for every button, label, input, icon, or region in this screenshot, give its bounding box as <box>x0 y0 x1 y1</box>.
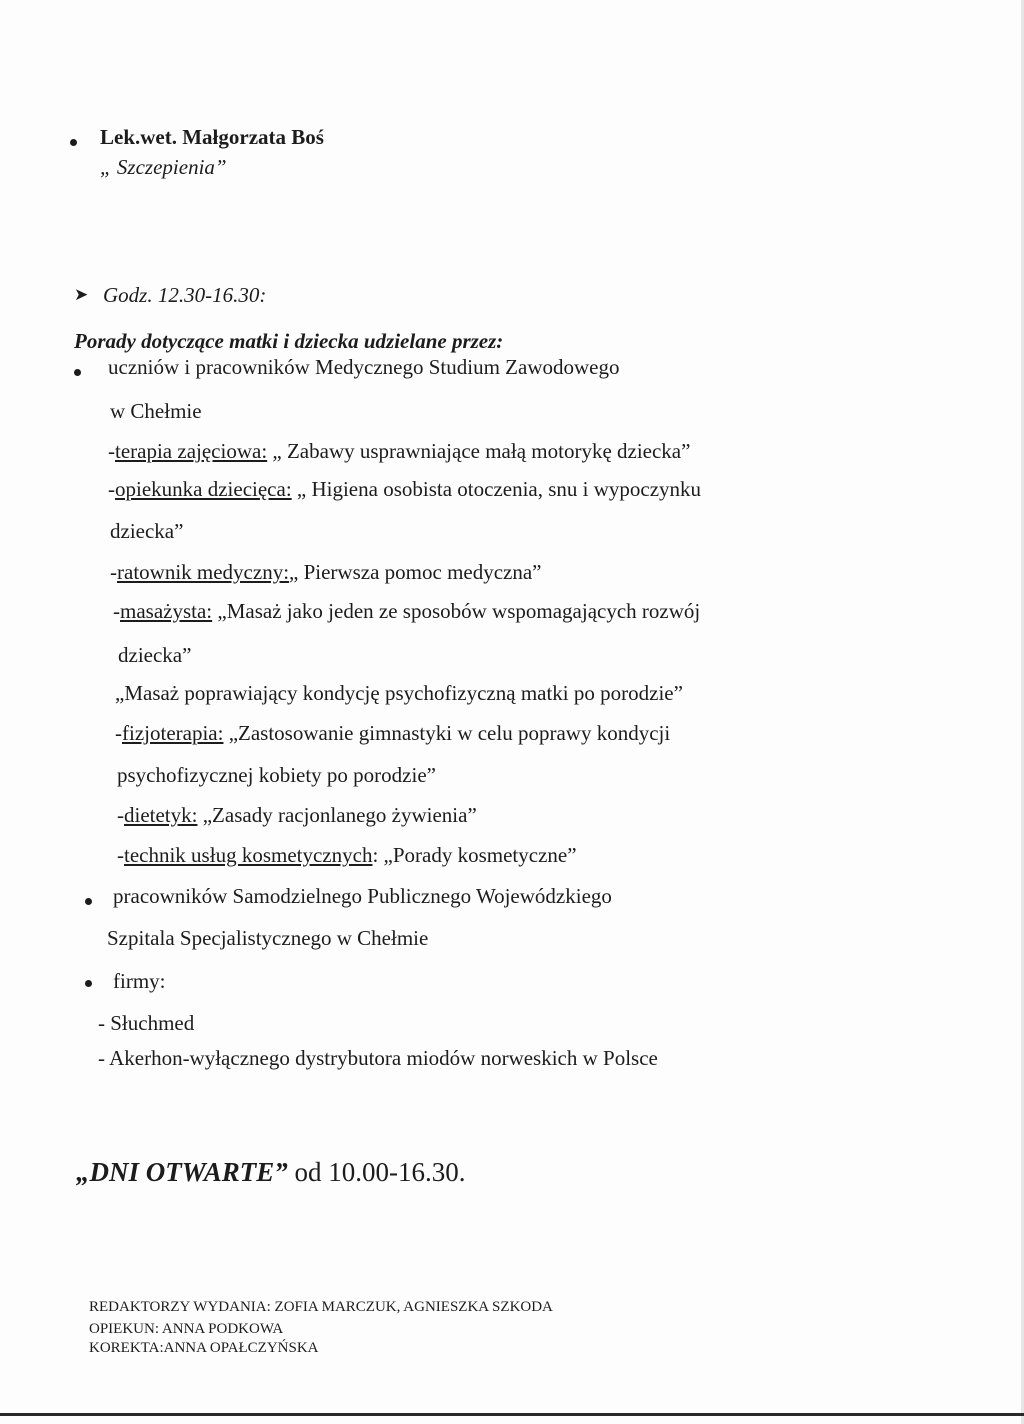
item-prefix: - <box>110 560 117 584</box>
company-item: - Akerhon-wyłącznego dystrybutora miodów norweskich w Polsce <box>98 1046 658 1070</box>
item-terapia <box>108 438 690 464</box>
item-text: „ Higiena osobista otoczenia, snu i wypoczynku <box>291 477 702 501</box>
item-prefix: - <box>115 721 122 745</box>
item-continuation: psychofizycznej kobiety po porodzie” <box>117 763 436 787</box>
item-role: opiekunka dziecięca: <box>115 477 292 501</box>
lecturer-name: Lek.wet. Małgorzata Boś <box>100 125 324 149</box>
group3-label: firmy: <box>113 969 166 993</box>
open-days <box>76 1156 466 1188</box>
section-heading: Porady dotyczące matki i dziecka udzielane przez: <box>74 329 504 353</box>
open-days-text: od 10.00-16.30. <box>287 1157 466 1187</box>
group1-line1: uczniów i pracowników Medycznego Studium Zawodowego <box>108 355 620 379</box>
item-continuation: dziecka” <box>118 643 192 667</box>
item-dietetyk <box>117 802 477 828</box>
item-prefix: - <box>108 477 115 501</box>
item-prefix: - <box>113 599 120 623</box>
item-opiekunka <box>108 476 701 502</box>
item-continuation: „Masaż poprawiający kondycję psychofizyczną matki po porodzie” <box>115 681 683 705</box>
item-text: „Zastosowanie gimnastyki w celu poprawy kondycji <box>223 721 671 745</box>
arrow-bullet-icon: ➤ <box>74 285 89 305</box>
item-ratownik <box>110 559 542 585</box>
item-role: fizjoterapia: <box>122 721 224 745</box>
item-text: „ Zabawy usprawniające małą motorykę dziecka” <box>267 439 691 463</box>
time-range: Godz. 12.30-16.30: <box>103 283 267 307</box>
lecturer-topic: „ Szczepienia” <box>100 155 227 179</box>
item-prefix: - <box>117 803 124 827</box>
item-text: : „Porady kosmetyczne” <box>372 843 577 867</box>
item-continuation: dziecka” <box>110 519 184 543</box>
bullet-icon <box>85 898 92 905</box>
item-role: masażysta: <box>120 599 213 623</box>
item-role: ratownik medyczny: <box>117 560 290 584</box>
item-role: technik usług kosmetycznych <box>124 843 373 867</box>
bullet-icon <box>85 980 92 987</box>
bullet-icon <box>74 369 81 376</box>
item-prefix: - <box>108 439 115 463</box>
scan-edge <box>0 1413 1024 1416</box>
group1-line2: w Chełmie <box>110 399 202 423</box>
item-text: „ Pierwsza pomoc medyczna” <box>289 560 542 584</box>
item-technik <box>117 842 577 868</box>
item-role: dietetyk: <box>124 803 198 827</box>
open-days-title: „DNI OTWARTE” <box>76 1157 288 1187</box>
item-masazysta <box>113 598 700 624</box>
group2-line1: pracowników Samodzielnego Publicznego Wojewódzkiego <box>113 884 612 908</box>
item-role: terapia zajęciowa: <box>115 439 268 463</box>
group2-line2: Szpitala Specjalistycznego w Chełmie <box>107 926 429 950</box>
company-item: - Słuchmed <box>98 1011 195 1035</box>
footer-guardian: OPIEKUN: ANNA PODKOWA <box>89 1321 284 1337</box>
bullet-icon <box>70 139 77 146</box>
item-fizjoterapia <box>115 720 670 746</box>
footer-proofreading: KOREKTA:ANNA OPAŁCZYŃSKA <box>89 1340 319 1356</box>
item-text: „Masaż jako jeden ze sposobów wspomagających rozwój <box>212 599 701 623</box>
footer-editors: REDAKTORZY WYDANIA: ZOFIA MARCZUK, AGNIESZKA SZKODA <box>89 1299 553 1315</box>
item-text: „Zasady racjonlanego żywienia” <box>197 803 477 827</box>
item-prefix: - <box>117 843 124 867</box>
